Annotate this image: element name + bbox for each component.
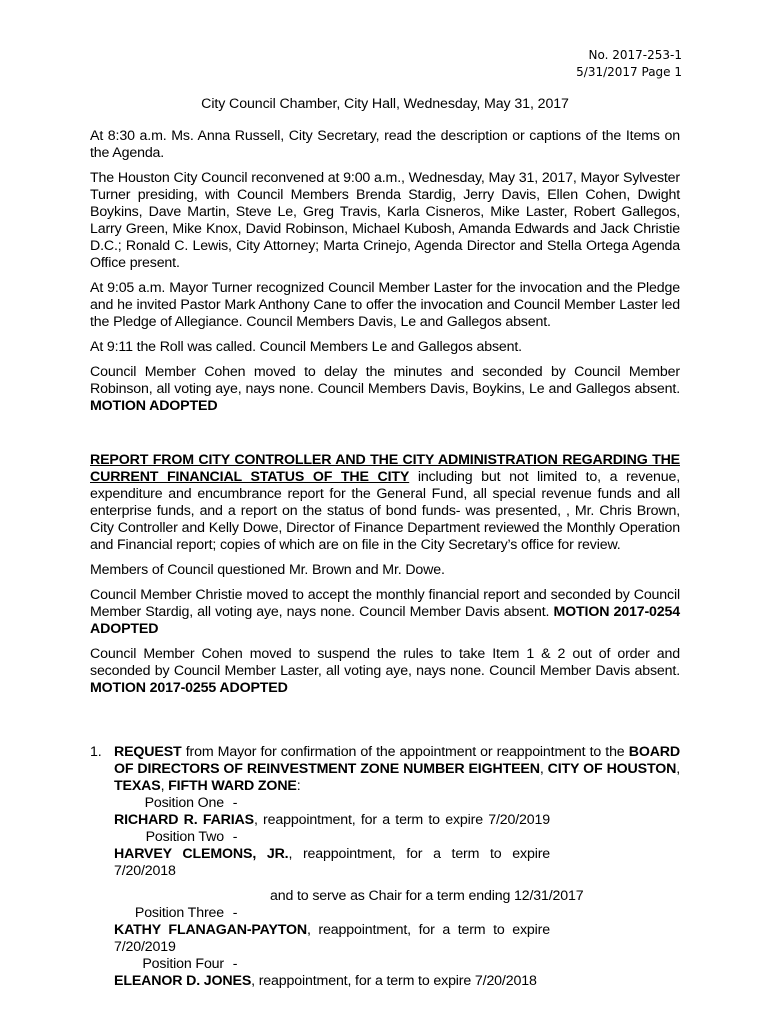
dash: - bbox=[232, 829, 238, 845]
positions-list bbox=[114, 795, 680, 990]
report-heading: REPORT FROM CITY CONTROLLER AND THE CITY ADMINISTRATION REGARDING THE CURRENT FINANCIAL STATUS OF THE CITY bbox=[90, 452, 680, 485]
document-number: No. 2017-253-1 bbox=[588, 48, 682, 62]
date-page-number: 5/31/2017 Page 1 bbox=[576, 65, 682, 79]
dash: - bbox=[232, 956, 238, 972]
position-row bbox=[114, 905, 680, 939]
punctuation: , bbox=[676, 761, 681, 777]
motion-text: Council Member Cohen moved to suspend the rules to take Item 1 & 2 out of order and seconded by Council Member Laster, all voting aye, nays none. Council Member Davis absent. bbox=[90, 646, 680, 679]
request-text: from Mayor for confirmation of the appointment or reappointment to the bbox=[181, 744, 629, 760]
position-row bbox=[114, 795, 680, 829]
position-appointee bbox=[114, 846, 550, 863]
motion-result: MOTION 2017-0255 ADOPTED bbox=[90, 680, 288, 696]
appointee-name: HARVEY CLEMONS, JR. bbox=[114, 846, 289, 862]
paragraph-minutes-motion bbox=[90, 364, 680, 415]
report-text: including but not limited to, a revenue, expenditure and encumbrance report for the General Fund, all special revenue funds and all enterprise funds, and a report on the status of bond funds- was presented, , Mr. Chris Brown, City Controller and Kelly Dowe, Director of Finance Department reviewed the Monthly Operation and Financial report; copies of which are on file in the City Secretary’s office for review. bbox=[90, 469, 680, 553]
page-header bbox=[576, 47, 682, 81]
paragraph-agenda-reading: At 8:30 a.m. Ms. Anna Russell, City Secretary, read the description or captions of the Items on the Agenda. bbox=[90, 128, 680, 161]
board-name: BOARD OF DIRECTORS OF REINVESTMENT ZONE NUMBER EIGHTEEN bbox=[114, 744, 680, 777]
motion-result: MOTION 2017-0254 ADOPTED bbox=[90, 604, 680, 637]
paragraph-financial-report bbox=[90, 452, 680, 554]
motion-result: MOTION ADOPTED bbox=[90, 398, 218, 414]
paragraph-invocation: At 9:05 a.m. Mayor Turner recognized Council Member Laster for the invocation and the Pledge and he invited Pastor Mark Anthony Cane to offer the invocation and Council Member Laster led the Pledge of Allegiance. Council Members Davis, Le and Gallegos absent. bbox=[90, 280, 680, 330]
position-appointee bbox=[114, 922, 550, 939]
paragraph-reconvened: The Houston City Council reconvened at 9:00 a.m., Wednesday, May 31, 2017, Mayor Sylvester Turner presiding, with Council Members Brenda Stardig, Jerry Davis, Ellen Cohen, Dwight Boykins, Dave Martin, Steve Le, Greg Travis, Karla Cisneros, Mike Laster, Robert Gallegos, Larry Green, Mike Knox, David Robinson, Michael Kubosh, Amanda Edwards and Jack Christie D.C.; Ronald C. Lewis, City Attorney; Marta Crinejo, Agenda Director and Stella Ortega Agenda Office present. bbox=[90, 170, 680, 271]
agenda-item-1 bbox=[90, 744, 680, 795]
appointee-name: KATHY FLANAGAN-PAYTON bbox=[114, 922, 308, 938]
item-number: 1. bbox=[90, 744, 102, 760]
appointee-name: RICHARD R. FARIAS bbox=[114, 812, 254, 828]
appointee-term: , reappointment, for a term to expire bbox=[307, 922, 550, 938]
punctuation: : bbox=[296, 778, 301, 794]
meeting-title: City Council Chamber, City Hall, Wednesday, May 31, 2017 bbox=[201, 96, 569, 112]
paragraph-accept-report-motion bbox=[90, 587, 680, 638]
chair-term: and to serve as Chair for a term ending 12/31/2017 bbox=[270, 888, 584, 904]
appointee-term: , reappointment, for a term to expire 7/20/2019 bbox=[253, 812, 550, 828]
position-appointee bbox=[114, 812, 550, 829]
appointee-name: ELEANOR D. JONES bbox=[114, 973, 252, 989]
punctuation: , bbox=[160, 778, 169, 794]
appointee-term: , reappointment, for a term to expire 7/20/2018 bbox=[251, 973, 537, 989]
position-label: Position One bbox=[144, 795, 224, 811]
term-continuation: 7/20/2018 bbox=[114, 863, 176, 879]
position-label: Position Two bbox=[145, 829, 224, 845]
position-label: Position Four bbox=[142, 956, 224, 972]
dash: - bbox=[232, 905, 238, 921]
paragraph-suspend-rules-motion bbox=[90, 646, 680, 697]
request-label: REQUEST bbox=[114, 744, 182, 760]
minutes-body bbox=[90, 128, 680, 990]
appointee-term: , reappointment, for a term to expire bbox=[288, 846, 551, 862]
position-label: Position Three bbox=[134, 905, 224, 921]
motion-text: Council Member Cohen moved to delay the minutes and seconded by Council Member Robinson, all voting aye, nays none. Council Members Davis, Boykins, Le and Gallegos absent. bbox=[90, 364, 680, 397]
position-row bbox=[114, 829, 680, 863]
position-appointee bbox=[114, 973, 550, 990]
punctuation: , bbox=[539, 761, 548, 777]
paragraph-questions: Members of Council questioned Mr. Brown and Mr. Dowe. bbox=[90, 562, 445, 578]
dash: - bbox=[232, 795, 238, 811]
paragraph-roll-call: At 9:11 the Roll was called. Council Members Le and Gallegos absent. bbox=[90, 339, 522, 355]
zone-name: FIFTH WARD ZONE bbox=[168, 778, 297, 794]
state-name: TEXAS bbox=[114, 778, 161, 794]
position-row bbox=[114, 956, 680, 990]
motion-text: Council Member Christie moved to accept the monthly financial report and seconded by Council Member Stardig, all voting aye, nays none. Council Member Davis absent. bbox=[90, 587, 680, 620]
term-continuation: 7/20/2019 bbox=[114, 939, 176, 955]
city-name: CITY OF HOUSTON bbox=[547, 761, 677, 777]
